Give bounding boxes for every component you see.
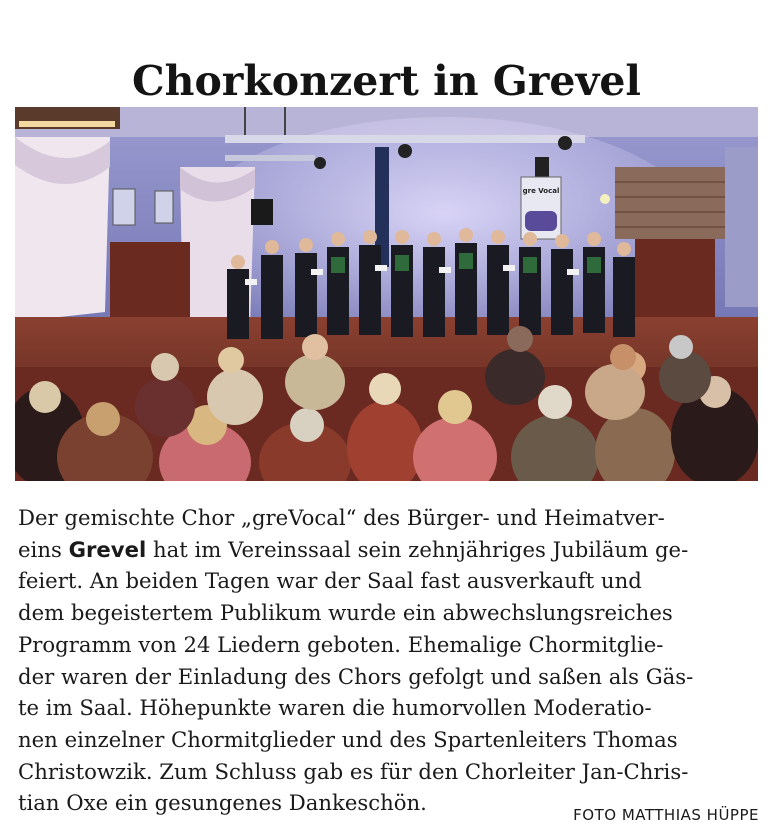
caption-line: te im Saal. Höhepunkte waren die humorvollen Moderatio- [18, 695, 652, 721]
caption-line: dem begeistertem Publikum wurde ein abwechslungsreiches [18, 600, 673, 626]
caption-line: feiert. An beiden Tagen war der Saal fast ausverkauft und [18, 568, 642, 594]
choir-concert-illustration [15, 107, 758, 481]
caption-line: nen einzelner Chormitglieder und des Spartenleiters Thomas [18, 726, 678, 752]
lighting-rig [225, 135, 585, 143]
caption-line: Der gemischte Chor „greVocal“ des Bürger- und Heimatver- [18, 505, 665, 530]
speaker [251, 199, 273, 225]
caption-line: tian Oxe ein gesungenes Dankeschön. [18, 790, 427, 816]
location-highlight: Grevel [68, 536, 147, 562]
brick-fireplace [615, 167, 725, 239]
photo-credit: FOTO MATTHIAS HÜPPE [573, 806, 759, 824]
caption-line: eins Grevel hat im Vereinssaal sein zehnjähriges Jubiläum ge- [18, 536, 689, 562]
banner-text: gre Vocal [522, 187, 560, 195]
caption-line: Programm von 24 Liedern geboten. Ehemalige Chormitglie- [18, 631, 664, 657]
photo-caption [18, 502, 760, 819]
caption-line: der waren der Einladung des Chors gefolgt und saßen als Gäs- [18, 663, 694, 689]
concert-photo [15, 107, 758, 481]
article-headline: Chorkonzert in Grevel [132, 57, 641, 106]
caption-line: Christowzik. Zum Schluss gab es für den Chorleiter Jan-Chris- [18, 758, 689, 784]
